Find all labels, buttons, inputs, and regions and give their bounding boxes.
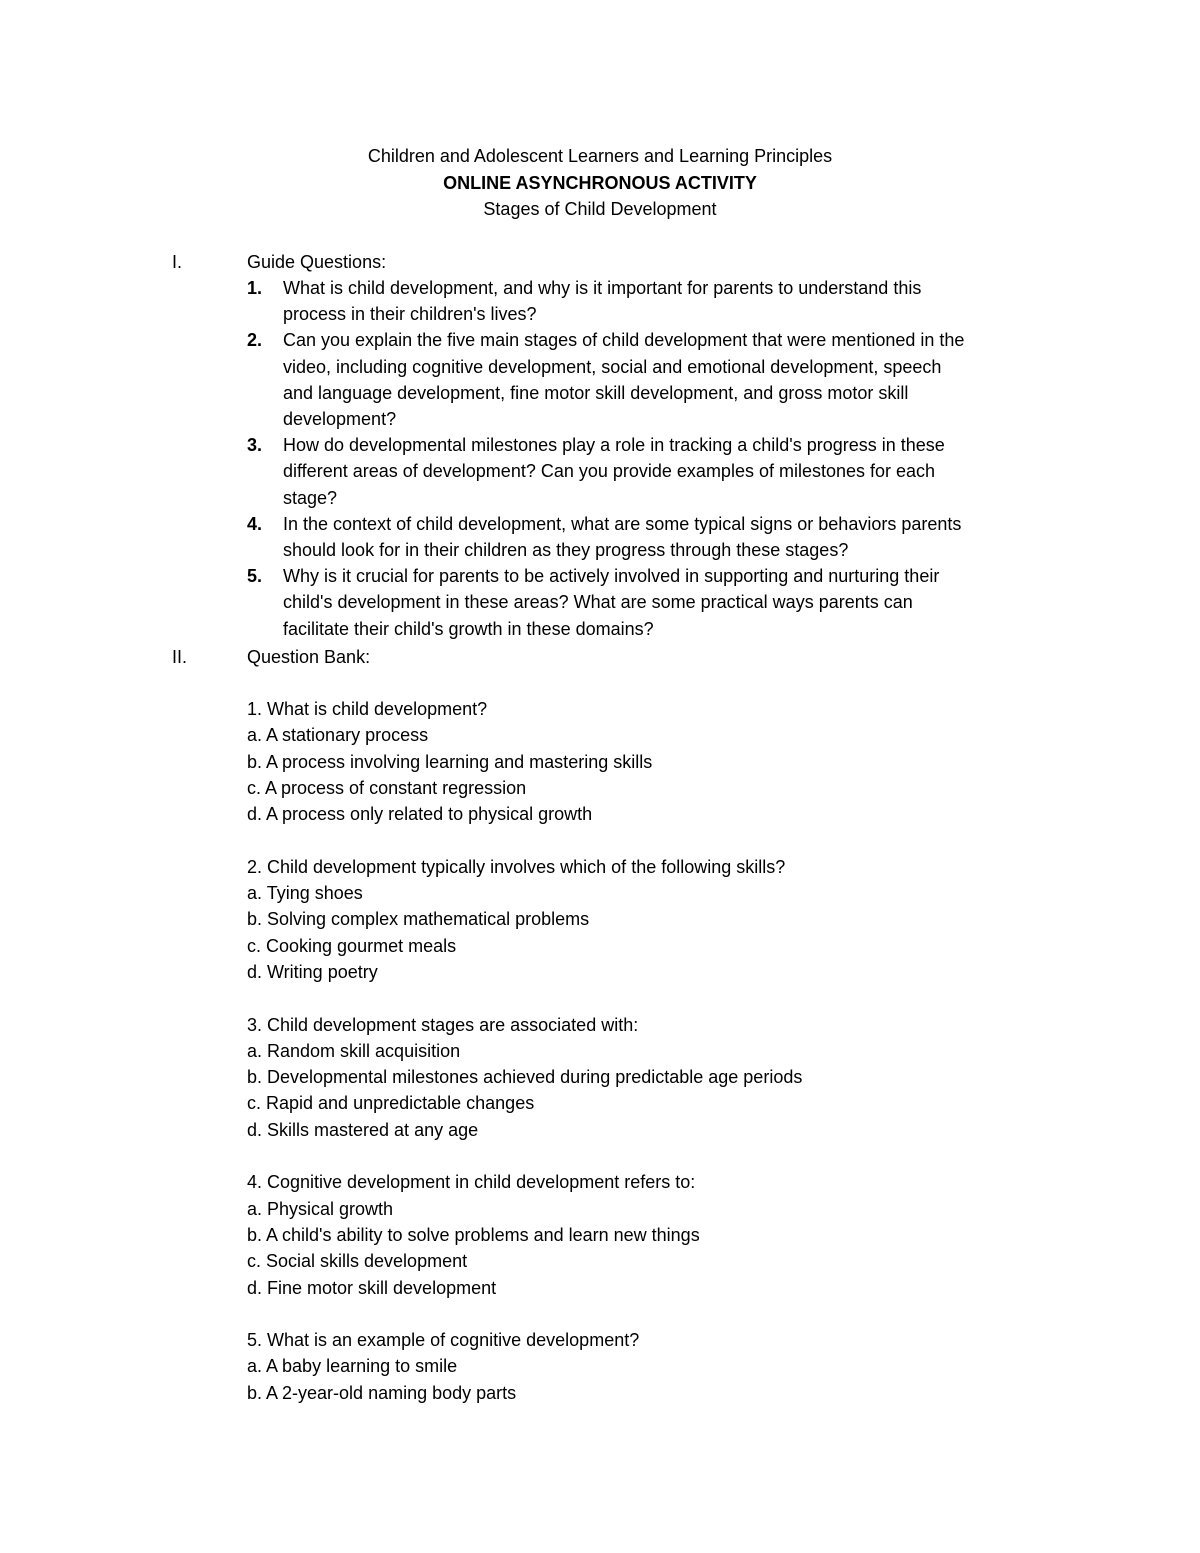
guide-question-item <box>172 327 973 432</box>
activity-title: ONLINE ASYNCHRONOUS ACTIVITY <box>443 172 757 193</box>
question-block <box>247 854 1047 985</box>
question-block <box>247 1327 1047 1406</box>
question-bank-section <box>172 644 1072 670</box>
answer-option: c. Rapid and unpredictable changes <box>247 1093 535 1114</box>
document-header <box>0 143 1200 223</box>
guide-question-text: Can you explain the five main stages of child development that were mentioned in the video, including cognitive development, social and emotional development, speech and language development, fine motor skill development, and gross motor skill development? <box>283 330 965 430</box>
answer-option: b. A 2-year-old naming body parts <box>247 1382 517 1403</box>
guide-questions-section <box>172 249 1072 642</box>
section-title: Question Bank: <box>247 647 371 667</box>
guide-question-text: Why is it crucial for parents to be actively involved in supporting and nurturing their child's development in these areas? What are some practical ways parents can facilitate their child's growth in these domains? <box>283 566 940 639</box>
question-block <box>247 696 1047 827</box>
answer-option: b. A process involving learning and mastering skills <box>247 751 653 772</box>
answer-option: a. A stationary process <box>247 725 429 746</box>
guide-question-text: How do developmental milestones play a role in tracking a child's progress in these different areas of development? Can you provide examples of milestones for each stage? <box>283 435 945 508</box>
section-numeral: II. <box>172 647 188 667</box>
topic-title: Stages of Child Development <box>483 199 717 219</box>
guide-question-number: 4. <box>247 513 263 534</box>
question-text: 3. Child development stages are associated with: <box>247 1014 639 1035</box>
guide-question-list <box>172 275 1072 642</box>
section-title: Guide Questions: <box>247 252 387 272</box>
guide-question-item <box>172 563 973 642</box>
guide-question-item <box>172 275 973 327</box>
question-text: 2. Child development typically involves which of the following skills? <box>247 856 786 877</box>
guide-question-number: 2. <box>247 330 263 351</box>
answer-option: c. A process of constant regression <box>247 777 527 798</box>
answer-option: c. Cooking gourmet meals <box>247 935 457 956</box>
guide-question-number: 3. <box>247 435 263 456</box>
guide-question-text: In the context of child development, what are some typical signs or behaviors parents should look for in their children as they progress through these stages? <box>283 513 962 561</box>
answer-option: a. A baby learning to smile <box>247 1356 458 1377</box>
question-bank <box>247 696 1047 1432</box>
answer-option: b. Solving complex mathematical problems <box>247 909 590 930</box>
section-heading <box>172 249 1072 275</box>
answer-option: d. A process only related to physical growth <box>247 804 593 825</box>
answer-option: a. Physical growth <box>247 1198 394 1219</box>
question-text: 5. What is an example of cognitive development? <box>247 1330 640 1351</box>
course-title: Children and Adolescent Learners and Learning Principles <box>367 146 833 166</box>
question-block <box>247 1169 1047 1300</box>
question-text: 4. Cognitive development in child development refers to: <box>247 1172 696 1193</box>
section-numeral: I. <box>172 252 183 272</box>
answer-option: a. Random skill acquisition <box>247 1040 461 1061</box>
guide-question-text: What is child development, and why is it important for parents to understand this process in their children's lives? <box>283 278 922 325</box>
answer-option: b. Developmental milestones achieved during predictable age periods <box>247 1067 803 1088</box>
answer-option: d. Skills mastered at any age <box>247 1119 479 1140</box>
question-block <box>247 1012 1047 1143</box>
answer-option: d. Writing poetry <box>247 961 378 982</box>
guide-question-number: 5. <box>247 566 263 587</box>
section-heading <box>172 644 1072 670</box>
answer-option: c. Social skills development <box>247 1251 468 1272</box>
answer-option: d. Fine motor skill development <box>247 1277 497 1298</box>
answer-option: a. Tying shoes <box>247 883 363 904</box>
question-text: 1. What is child development? <box>247 699 488 719</box>
guide-question-item <box>172 511 973 563</box>
answer-option: b. A child's ability to solve problems and learn new things <box>247 1224 700 1245</box>
guide-question-item <box>172 432 973 511</box>
guide-question-number: 1. <box>247 278 263 298</box>
